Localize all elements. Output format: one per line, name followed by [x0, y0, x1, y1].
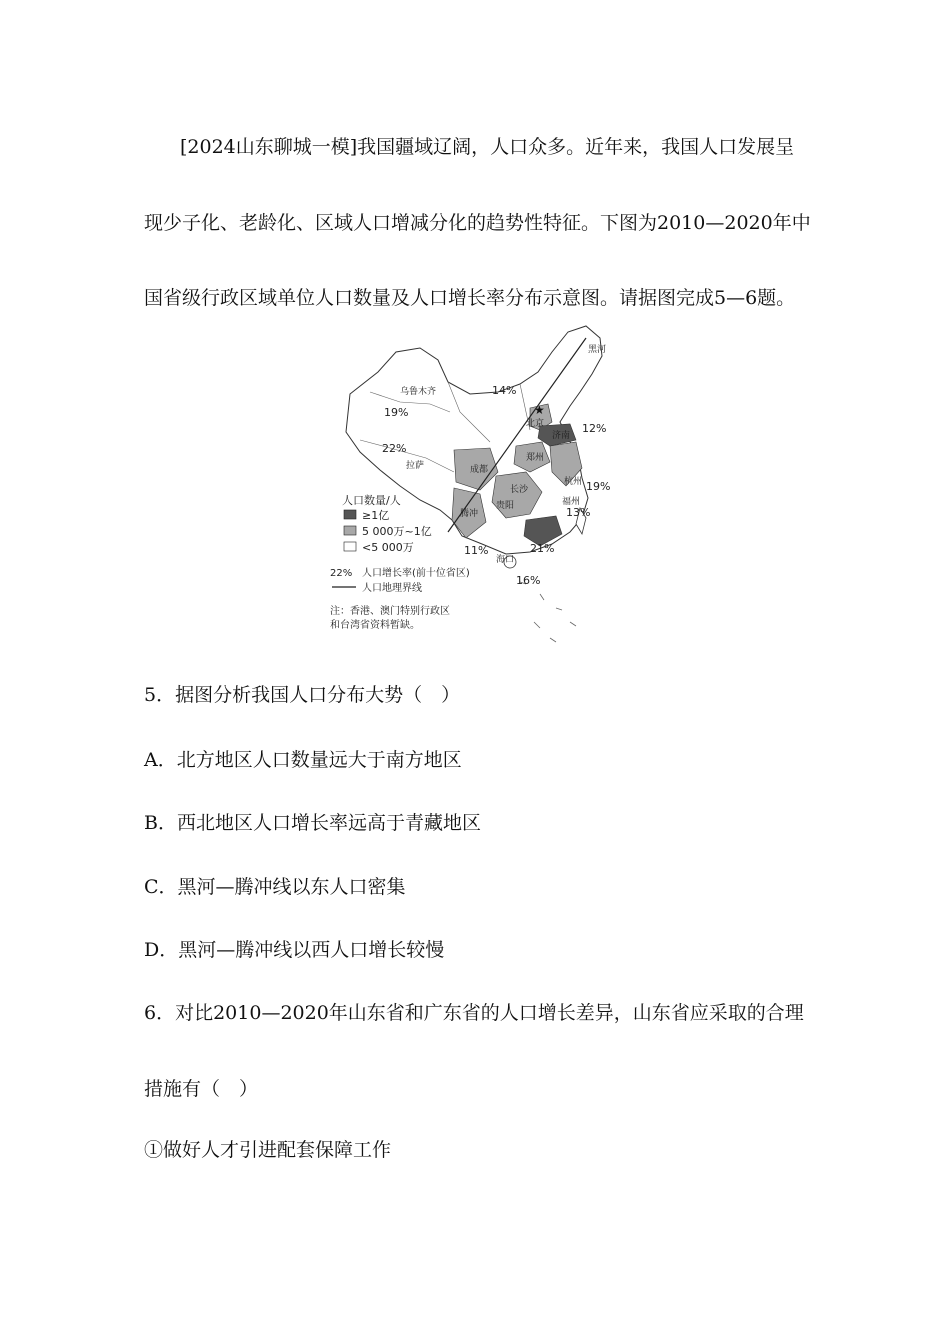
- question-5-option-d: D．黑河—腾冲线以西人口增长较慢: [144, 939, 445, 961]
- legend-item-high: ≥1亿: [362, 509, 390, 522]
- question-5-option-a: A．北方地区人口数量远大于南方地区: [144, 749, 462, 771]
- growth-fujian: 13%: [566, 506, 591, 519]
- growth-xinjiang-north: 19%: [384, 406, 409, 419]
- place-beijing: 北京: [526, 419, 545, 429]
- growth-hainan: 16%: [516, 574, 541, 587]
- growth-ningxia: 14%: [492, 384, 517, 397]
- place-guiyang: 贵阳: [496, 501, 515, 511]
- question-5-stem: 5．据图分析我国人口分布大势（ ）: [144, 684, 461, 706]
- legend-item-low: <5 000万: [362, 541, 414, 554]
- place-urumqi: 乌鲁木齐: [400, 387, 437, 397]
- legend-title: 人口数量/人: [342, 494, 401, 507]
- growth-xinjiang-south: 22%: [382, 442, 407, 455]
- intro-line-3: 国省级行政区域单位人口数量及人口增长率分布示意图。请据图完成5—6题。: [144, 287, 796, 309]
- place-lhasa: 拉萨: [406, 461, 425, 471]
- legend-swatch-high: [344, 510, 356, 519]
- growth-guangdong: 21%: [530, 542, 555, 555]
- legend-growth-sample: 22%: [330, 568, 353, 579]
- place-tengchong: 腾冲: [460, 509, 479, 519]
- growth-zhejiang: 19%: [586, 480, 611, 493]
- place-changsha: 长沙: [510, 485, 529, 495]
- place-jinan: 济南: [552, 431, 571, 441]
- legend-growth-text: 人口增长率(前十位省区): [362, 568, 470, 579]
- question-5-option-c: C．黑河—腾冲线以东人口密集: [144, 876, 406, 898]
- legend-line-text: 人口地理界线: [362, 583, 422, 594]
- question-6-item-1: ①做好人才引进配套保障工作: [144, 1139, 392, 1161]
- beijing-star-icon: ★: [534, 403, 545, 417]
- legend-swatch-mid: [344, 526, 356, 535]
- intro-line-1: [2024山东聊城一模]我国疆域辽阔，人口众多。近年来，我国人口发展呈: [180, 136, 795, 158]
- question-5-option-b: B．西北地区人口增长率远高于青藏地区: [144, 812, 481, 834]
- place-hangzhou: 杭州: [564, 477, 583, 487]
- growth-shandong: 12%: [582, 422, 607, 435]
- legend-note-2: 和台湾省资料暂缺。: [330, 620, 420, 631]
- intro-line-2: 现少子化、老龄化、区域人口增减分化的趋势性特征。下图为2010—2020年中: [144, 212, 811, 234]
- legend-note-1: 注：香港、澳门特别行政区: [330, 606, 450, 617]
- legend-item-mid: 5 000万~1亿: [362, 525, 432, 538]
- legend-swatch-low: [344, 542, 356, 551]
- place-heihe: 黑河: [588, 345, 607, 355]
- place-chengdu: 成都: [470, 465, 489, 475]
- china-population-map: [330, 322, 615, 652]
- place-fuzhou: 福州: [562, 497, 581, 507]
- question-6-stem-line-2: 措施有（ ）: [144, 1078, 259, 1100]
- question-6-stem-line-1: 6．对比2010—2020年山东省和广东省的人口增长差异，山东省应采取的合理: [144, 1002, 804, 1024]
- place-zhengzhou: 郑州: [526, 453, 545, 463]
- place-haikou: 海口: [496, 555, 515, 565]
- growth-yunnan: 11%: [464, 544, 489, 557]
